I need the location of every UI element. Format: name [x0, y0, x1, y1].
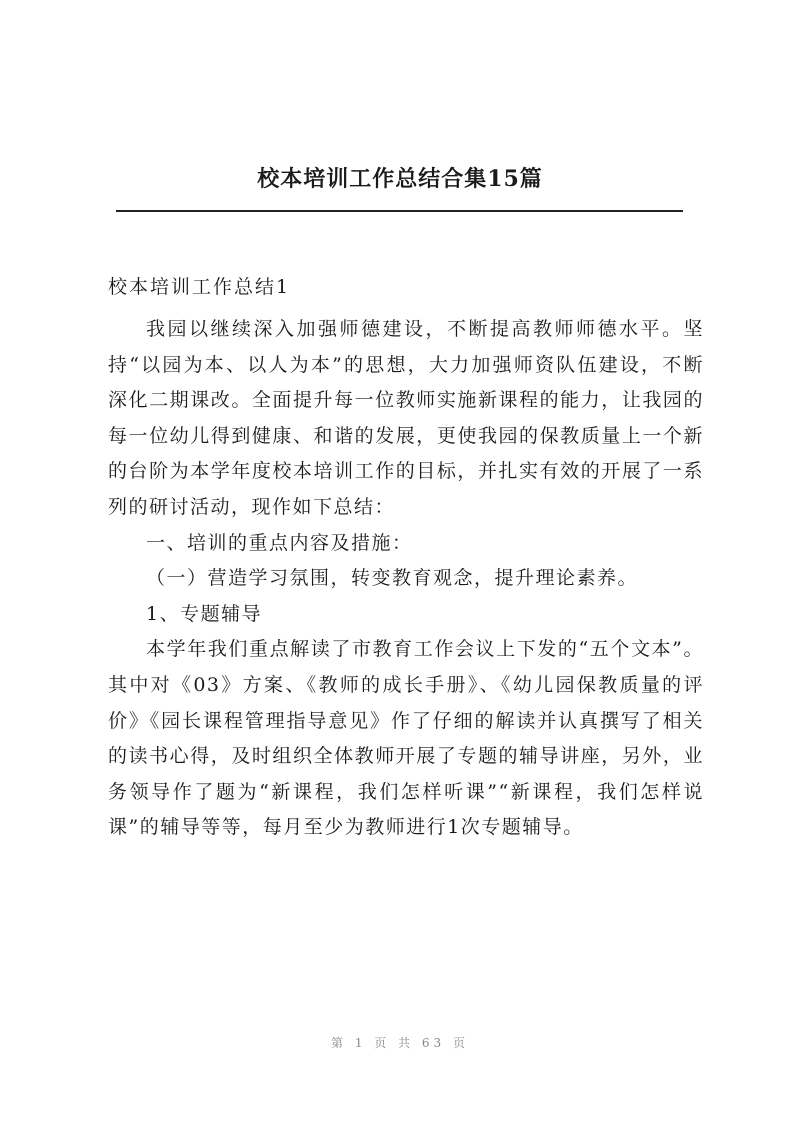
section-heading: 校本培训工作总结1	[108, 276, 291, 298]
paragraph-content: 本学年我们重点解读了市教育工作会议上下发的“五个文本”。其中对《03》方案、《教师的成长手册》、《幼儿园保教质量的评价》《园长课程管理指导意见》作了仔细的解读并认真撰写了相关的读书心得，及时组织全体教师开展了专题的辅导讲座，另外，业务领导作了题为“新课程，我们怎样听课”“新课程，我们怎样说课”的辅导等等，每月至少为教师进行1次专题辅导。	[108, 638, 704, 839]
paragraph-intro: 我园以继续深入加强师德建设，不断提高教师师德水平。坚持“以园为本、以人为本”的思想，大力加强师资队伍建设，不断深化二期课改。全面提升每一位教师实施新课程的能力，让我园的每一位幼儿得到健康、和谐的发展，更使我园的保教质量上一个新的台阶为本学年度校本培训工作的目标，并扎实有效的开展了一系列的研讨活动，现作如下总结：	[108, 318, 704, 518]
document-title: 校本培训工作总结合集15篇	[257, 166, 543, 192]
title-divider	[116, 210, 683, 212]
page-number: 第 1 页 共 63 页	[331, 1036, 469, 1050]
paragraph-item-1: 1、专题辅导	[146, 602, 263, 625]
document-body	[108, 312, 704, 846]
paragraph-subheading-1: （一）营造学习氛围，转变教育观念，提升理论素养。	[146, 567, 639, 590]
paragraph-heading-1: 一、培训的重点内容及措施：	[146, 531, 413, 554]
